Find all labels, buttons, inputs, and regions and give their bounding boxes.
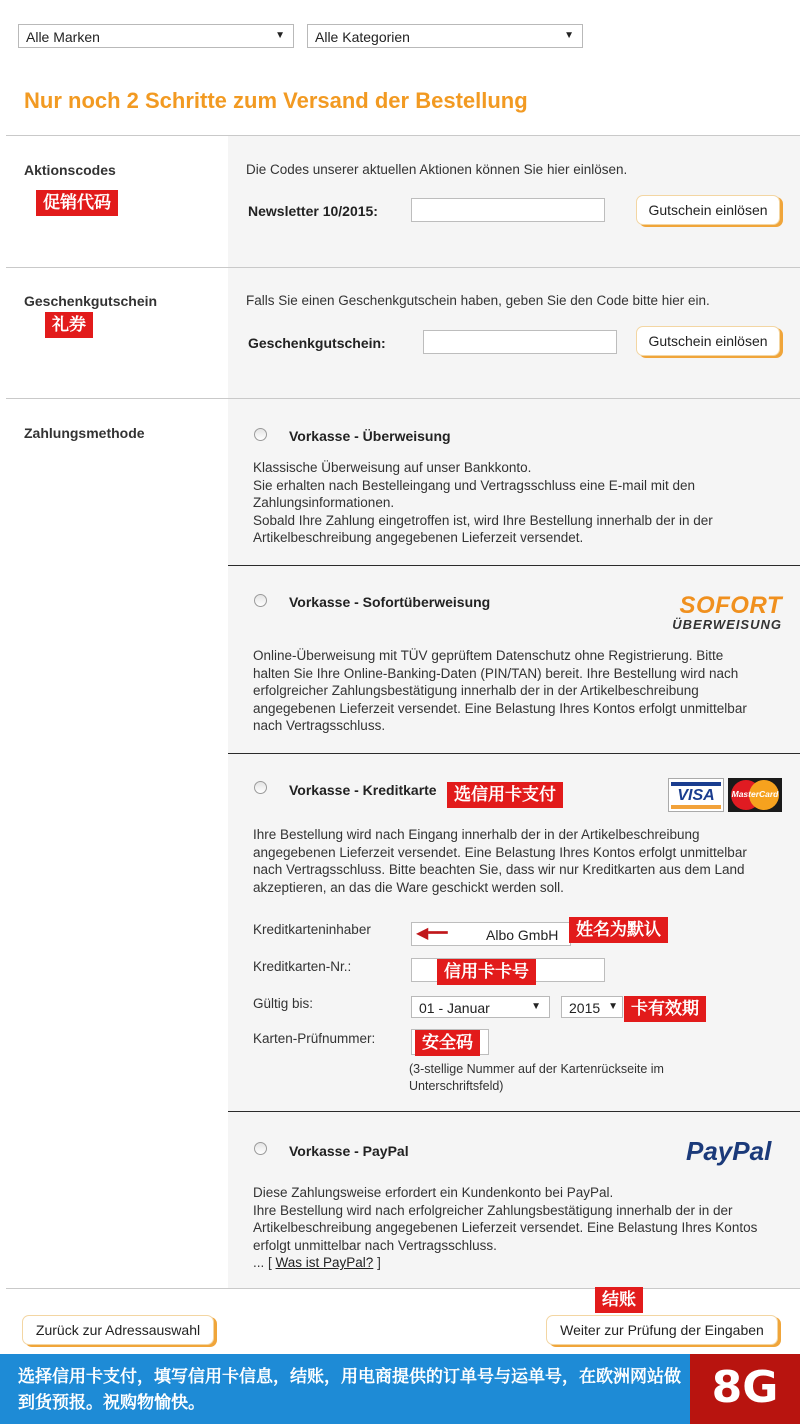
brand-select[interactable] bbox=[18, 24, 294, 48]
gift-code-label: Geschenkgutschein: bbox=[248, 335, 386, 351]
newsletter-label: Newsletter 10/2015: bbox=[248, 203, 378, 219]
desc-line: Online-Überweisung mit TÜV geprüftem Datenschutz ohne Registrierung. Bitte bbox=[253, 648, 724, 663]
desc-line: nach Vertragsschluss. Bitte beachten Sie, dass wir nur Kreditkarten aus dem Land bbox=[253, 862, 745, 877]
mastercard-logo bbox=[728, 778, 782, 812]
desc-line: akzeptieren, an das die Ware geschickt werden soll. bbox=[253, 879, 564, 895]
cvc-hint-line: Unterschriftsfeld) bbox=[409, 1079, 504, 1093]
redeem-promo-button[interactable]: Gutschein einlösen bbox=[636, 195, 780, 225]
radio-paypal[interactable] bbox=[254, 1142, 267, 1155]
what-is-paypal-link[interactable]: Was ist PayPal? bbox=[275, 1255, 374, 1270]
arrow-left-icon: ◀━━ bbox=[416, 925, 448, 942]
radio-ueberweisung[interactable] bbox=[254, 428, 267, 441]
desc-line: erfolgreicher Zahlungsbestätigung innerhalb der in der Artikelbeschreibung bbox=[253, 683, 699, 698]
ueberweisung-title: Vorkasse - Überweisung bbox=[289, 428, 451, 444]
visa-stripe-bottom bbox=[671, 805, 721, 809]
paypal-description bbox=[253, 1184, 788, 1272]
page-title: Nur noch 2 Schritte zum Versand der Bestellung bbox=[24, 88, 528, 113]
brand-select-value: Alle Marken bbox=[26, 29, 100, 45]
link-suffix: ] bbox=[373, 1255, 381, 1270]
cvc-tag: 安全码 bbox=[415, 1030, 480, 1056]
chevron-down-icon: ▼ bbox=[608, 1001, 618, 1012]
desc-line: Sobald Ihre Zahlung eingetroffen ist, wird Ihre Bestellung innerhalb der in der bbox=[253, 512, 713, 528]
credit-card-tag: 选信用卡支付 bbox=[447, 782, 563, 808]
expiry-year-value: 2015 bbox=[569, 1000, 601, 1016]
desc-line: angegebenen Lieferzeit versendet. Eine Belastung Ihres Kontos erfolgt unmittelbar bbox=[253, 844, 747, 860]
desc-line: Sie erhalten nach Bestelleingang und Vertragsschluss eine E-mail mit den bbox=[253, 477, 696, 493]
expiry-year-select[interactable] bbox=[561, 996, 623, 1018]
sofort-description bbox=[253, 647, 788, 735]
cardholder-input[interactable] bbox=[411, 922, 571, 946]
default-name-tag: 姓名为默认 bbox=[569, 917, 668, 943]
aktionscodes-label: Aktionscodes bbox=[24, 162, 116, 178]
divider bbox=[228, 565, 800, 566]
sofort-title: Vorkasse - Sofortüberweisung bbox=[289, 594, 491, 610]
divider bbox=[6, 1288, 800, 1289]
paypal-title: Vorkasse - PayPal bbox=[289, 1143, 409, 1159]
ueberweisung-description bbox=[253, 459, 788, 547]
valid-until-label: Gültig bis: bbox=[253, 996, 314, 1011]
divider bbox=[228, 1111, 800, 1112]
geschenk-label: Geschenkgutschein bbox=[24, 293, 158, 309]
sofort-logo bbox=[656, 594, 782, 632]
kreditkarte-description bbox=[253, 826, 788, 896]
continue-review-button[interactable]: Weiter zur Prüfung der Eingaben bbox=[546, 1315, 778, 1345]
cardholder-value: Albo GmbH bbox=[486, 927, 559, 943]
link-prefix: ... [ bbox=[253, 1255, 276, 1270]
cvc-hint-line: (3-stellige Nummer auf der Kartenrückseite im bbox=[409, 1062, 664, 1076]
desc-line: erfolgt unmittelbar nach Vertragsschluss. bbox=[253, 1237, 497, 1253]
desc-line: Klassische Überweisung auf unser Bankkonto. bbox=[253, 460, 532, 475]
sofort-logo-bottom: ÜBERWEISUNG bbox=[672, 617, 782, 632]
desc-line: halten Sie Ihre Online-Banking-Daten (PIN/TAN) bereit. Ihre Bestellung wird nach bbox=[253, 665, 739, 681]
expiry-month-value: 01 - Januar bbox=[419, 1000, 490, 1016]
desc-line: angegebenen Lieferzeit versendet. Eine Belastung Ihres Kontos erfolgt unmittelbar bbox=[253, 700, 747, 716]
back-to-address-button[interactable]: Zurück zur Adressauswahl bbox=[22, 1315, 214, 1345]
radio-kreditkarte[interactable] bbox=[254, 781, 267, 794]
card-number-label: Kreditkarten-Nr.: bbox=[253, 959, 352, 974]
expiry-tag: 卡有效期 bbox=[624, 996, 706, 1022]
chevron-down-icon: ▼ bbox=[531, 1001, 541, 1012]
cardholder-label: Kreditkarteninhaber bbox=[253, 922, 371, 937]
radio-sofort[interactable] bbox=[254, 594, 267, 607]
footer-banner bbox=[0, 1354, 800, 1424]
desc-line: Artikelbeschreibung angegebenen Lieferzeit versendet. bbox=[253, 530, 584, 545]
promo-code-tag: 促销代码 bbox=[36, 190, 118, 216]
payment-method-label: Zahlungsmethode bbox=[24, 425, 145, 441]
kreditkarte-title: Vorkasse - Kreditkarte bbox=[289, 782, 437, 798]
checkout-tag: 结账 bbox=[595, 1287, 643, 1313]
divider bbox=[228, 753, 800, 754]
desc-line: nach Vertragsschluss. bbox=[253, 718, 386, 733]
expiry-month-select[interactable] bbox=[411, 996, 550, 1018]
paypal-logo: PayPal bbox=[686, 1136, 772, 1166]
card-number-tag: 信用卡卡号 bbox=[437, 959, 536, 985]
mastercard-text: MasterCard bbox=[731, 789, 779, 799]
desc-line: Diese Zahlungsweise erfordert ein Kundenkonto bei PayPal. bbox=[253, 1185, 614, 1200]
visa-stripe-top bbox=[671, 782, 721, 786]
desc-line: Artikelbeschreibung angegebenen Lieferzeit versendet. Eine Belastung Ihres Kontos bbox=[253, 1220, 758, 1235]
gift-voucher-tag: 礼券 bbox=[45, 312, 93, 338]
desc-line: Zahlungsinformationen. bbox=[253, 495, 395, 510]
gift-code-input[interactable] bbox=[423, 330, 617, 354]
desc-line: Ihre Bestellung wird nach Eingang innerhalb der in der Artikelbeschreibung bbox=[253, 827, 700, 842]
visa-text: VISA bbox=[677, 787, 715, 804]
brand-logo-text: 8G bbox=[711, 1362, 779, 1413]
desc-line: Ihre Bestellung wird nach erfolgreicher Zahlungsbestätigung innerhalb der in der bbox=[253, 1202, 733, 1218]
visa-logo bbox=[668, 778, 724, 812]
sofort-logo-top: SOFORT bbox=[679, 592, 782, 619]
cvc-label: Karten-Prüfnummer: bbox=[253, 1031, 376, 1046]
category-select-value: Alle Kategorien bbox=[315, 29, 410, 45]
geschenk-description: Falls Sie einen Geschenkgutschein haben, geben Sie den Code bitte hier ein. bbox=[246, 293, 710, 308]
redeem-gift-button[interactable]: Gutschein einlösen bbox=[636, 326, 780, 356]
paypal-link-line bbox=[253, 1254, 788, 1272]
category-select[interactable] bbox=[307, 24, 583, 48]
chevron-down-icon: ▼ bbox=[275, 30, 285, 41]
aktionscodes-description: Die Codes unserer aktuellen Aktionen können Sie hier einlösen. bbox=[246, 162, 628, 177]
brand-logo bbox=[690, 1354, 800, 1424]
newsletter-code-input[interactable] bbox=[411, 198, 605, 222]
footer-text: 选择信用卡支付，填写信用卡信息，结账，用电商提供的订单号与运单号，在欧洲网站做到货预报。祝购物愉快。 bbox=[18, 1367, 681, 1413]
chevron-down-icon: ▼ bbox=[564, 30, 574, 41]
cvc-hint bbox=[409, 1061, 664, 1095]
